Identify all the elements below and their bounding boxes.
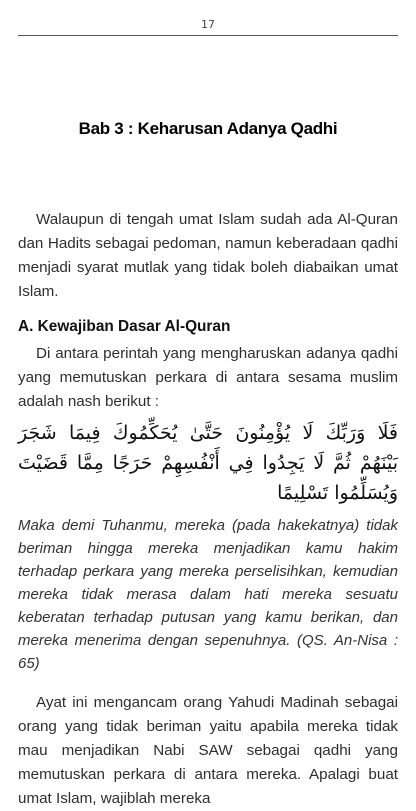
verse-translation: Maka demi Tuhanmu, mereka (pada hakekatnya) tidak beriman hingga mereka menjadikan kamu hakim terhadap perkara yang mereka perselisihkan, kemudian mereka tidak merasa dalam hati mereka sesuatu keberatan terhadap putusan yang kamu berikan, dan mereka menerima dengan sepenuhnya. (QS. An-Nisa : 65) (18, 517, 398, 672)
section-heading: A. Kewajiban Dasar Al-Quran (18, 318, 231, 335)
page-body (18, 208, 398, 811)
page-number: 17 (201, 18, 215, 31)
intro-paragraph: Walaupun di tengah umat Islam sudah ada Al-Quran dan Hadits sebagai pedoman, namun keberadaan qadhi menjadi syarat mutlak yang tidak boleh diabaikan umat Islam. (18, 211, 398, 300)
arabic-verse: فَلَا وَرَبِّكَ لَا يُؤْمِنُونَ حَتَّىٰ يُحَكِّمُوكَ فِيمَا شَجَرَ بَيْنَهُمْ ثُمَّ لَا يَجِدُوا فِي أَنْفُسِهِمْ حَرَجًا مِمَّا قَضَيْتَ وَيُسَلِّمُوا تَسْلِيمًا (18, 422, 398, 504)
header-divider (18, 35, 398, 36)
closing-paragraph: Ayat ini mengancam orang Yahudi Madinah sebagai orang yang tidak beriman yaitu apabila mereka tidak mau menjadikan Nabi SAW sebagai qadhi yang memutuskan perkara di antara mereka. Apalagi buat umat Islam, wajiblah mereka (18, 694, 398, 807)
section-paragraph: Di antara perintah yang mengharuskan adanya qadhi yang memutuskan perkara di antara sesama muslim adalah nash berikut : (18, 345, 398, 410)
chapter-title: Bab 3 : Keharusan Adanya Qadhi (78, 119, 338, 138)
